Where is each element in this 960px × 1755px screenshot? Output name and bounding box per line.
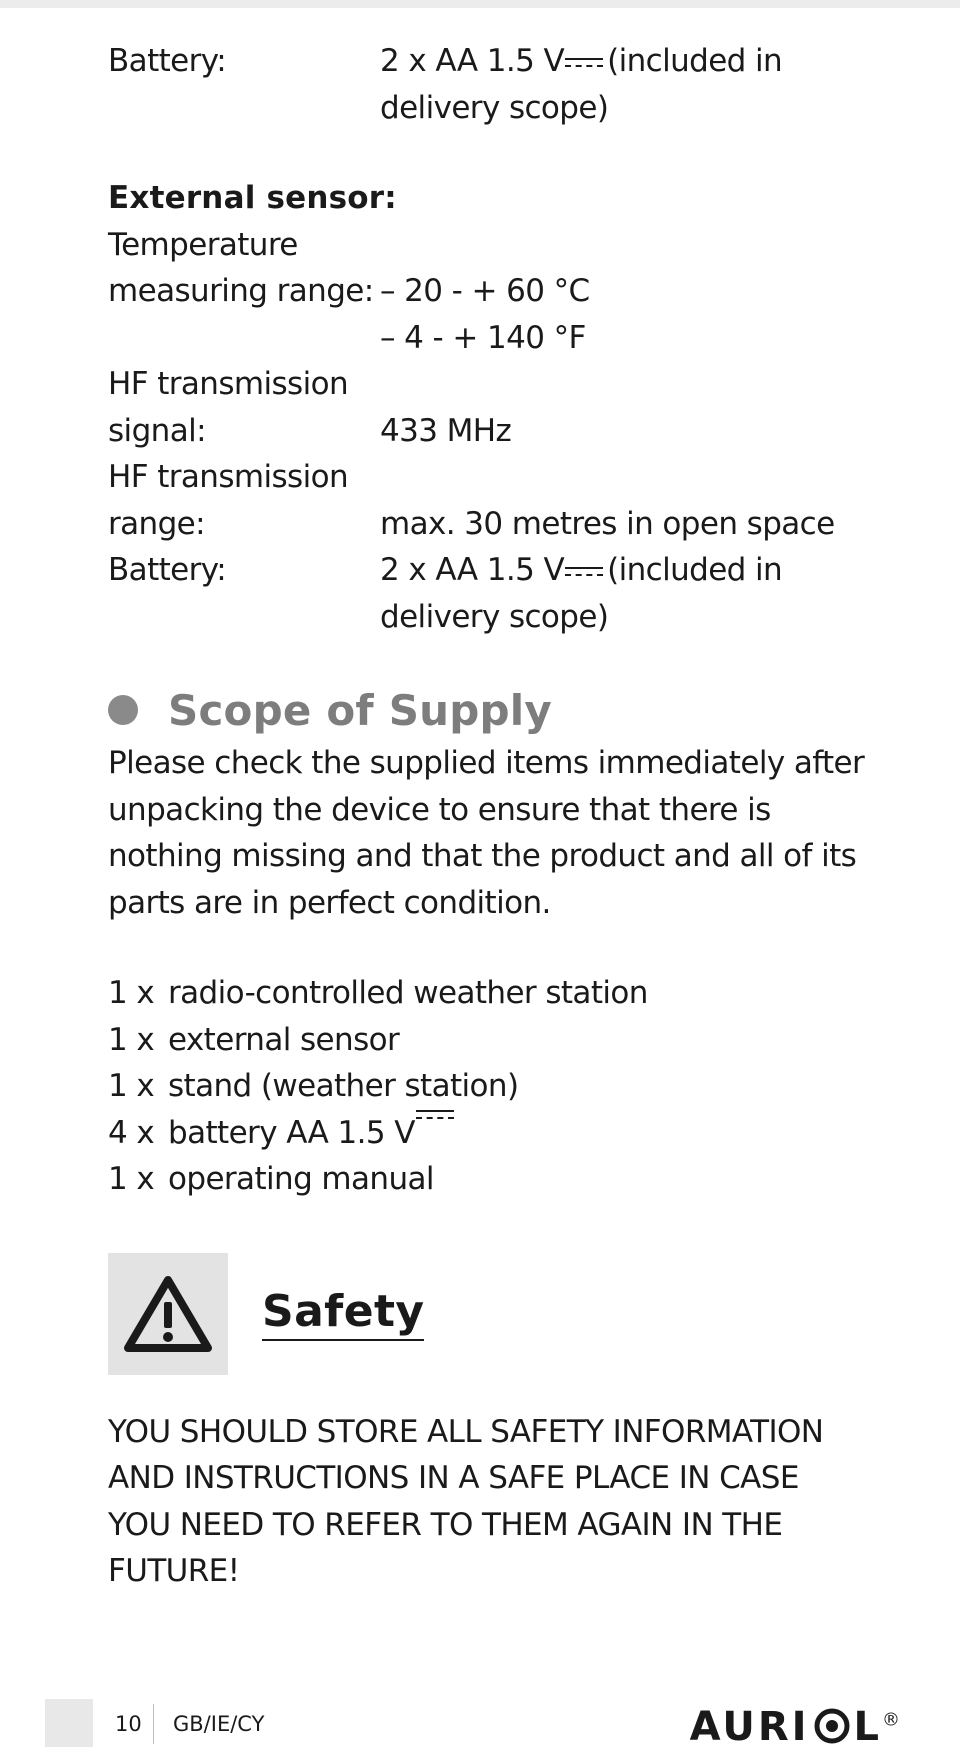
list-item [108, 1063, 868, 1110]
list-item-text: battery AA 1.5 V [168, 1114, 415, 1151]
battery-value-prefix: 2 x AA 1.5 V [380, 43, 565, 79]
sensor-battery-value-line2: delivery scope) [380, 598, 609, 635]
dc-symbol-icon [416, 1110, 454, 1157]
list-item-qty: 1 x [108, 1068, 155, 1104]
temp-value-celsius: – 20 - + 60 °C [380, 273, 590, 309]
list-item [108, 1110, 868, 1157]
scope-of-supply-paragraph: Please check the supplied items immediately after unpacking the device to ensure that there is nothing missing and that the product and all of its parts are in perfect condition. [108, 745, 865, 921]
hf-signal-row [108, 408, 868, 455]
safety-heading [108, 1253, 868, 1375]
list-item [108, 1156, 868, 1203]
footer-marker [45, 1699, 93, 1747]
sensor-battery-label: Battery: [108, 552, 227, 588]
bullet-dot-icon [108, 695, 138, 725]
sensor-battery-value-suffix: (included in [607, 552, 783, 588]
battery-value-line2: delivery scope) [380, 89, 609, 126]
brand-logo [690, 1704, 900, 1750]
list-item [108, 1017, 868, 1064]
hf-signal-label-line1: HF transmission [108, 366, 349, 402]
supply-list [108, 970, 868, 1203]
sensor-battery-value [380, 547, 868, 640]
list-item-qty: 4 x [108, 1114, 155, 1151]
footer-divider [153, 1704, 154, 1744]
brand-prefix: AURI [689, 1704, 810, 1750]
hf-signal-label-line2: signal: [108, 412, 206, 449]
list-item-text: stand (weather station) [168, 1068, 519, 1104]
safety-title: Safety [262, 1286, 424, 1341]
temp-label-line1: Temperature [108, 226, 298, 263]
sensor-battery-value-prefix: 2 x AA 1.5 V [380, 552, 565, 588]
temp-value-fahrenheit: – 4 - + 140 °F [380, 319, 586, 356]
list-item-qty: 1 x [108, 1161, 155, 1197]
warning-box [108, 1253, 228, 1375]
scope-of-supply-heading [108, 682, 868, 738]
page-content [108, 38, 868, 1595]
safety-notice: YOU SHOULD STORE ALL SAFETY INFORMATION AND INSTRUCTIONS IN A SAFE PLACE IN CASE YOU NEED TO REFER TO THEM AGAIN IN THE FUTURE! [108, 1413, 824, 1589]
hf-range-value: max. 30 metres in open space [380, 505, 835, 542]
battery-value [380, 38, 868, 131]
page-footer [45, 1696, 905, 1750]
battery-value-suffix: (included in [607, 43, 783, 79]
temp-range-row-f [108, 315, 868, 362]
country-codes: GB/IE/CY [173, 1712, 265, 1736]
list-item-qty: 1 x [108, 975, 155, 1011]
hf-range-label-line1: HF transmission [108, 459, 349, 495]
dc-symbol-icon [565, 567, 603, 576]
brand-suffix: L [853, 1704, 882, 1750]
battery-label: Battery: [108, 43, 227, 79]
temp-label-line2: measuring range: [108, 273, 374, 309]
page-number: 10 [115, 1712, 142, 1736]
sensor-battery-row [108, 547, 868, 640]
top-edge-bar [0, 0, 960, 8]
list-item-qty: 1 x [108, 1021, 155, 1058]
hf-signal-value: 433 MHz [380, 412, 512, 449]
warning-triangle-icon [123, 1274, 213, 1354]
list-item [108, 970, 868, 1017]
hf-range-label-line2: range: [108, 505, 205, 542]
list-item-text: operating manual [168, 1161, 434, 1197]
scope-of-supply-title: Scope of Supply [168, 685, 552, 735]
list-item-text: radio-controlled weather station [168, 975, 648, 1011]
registered-mark: ® [882, 1709, 900, 1731]
external-sensor-heading: External sensor: [108, 180, 397, 216]
dc-symbol-icon [565, 58, 603, 67]
battery-spec-row [108, 38, 868, 131]
list-item-text: external sensor [168, 1021, 400, 1058]
hf-range-row [108, 501, 868, 548]
temp-range-row-c [108, 268, 868, 315]
brand-o-symbol-icon [812, 1708, 852, 1744]
